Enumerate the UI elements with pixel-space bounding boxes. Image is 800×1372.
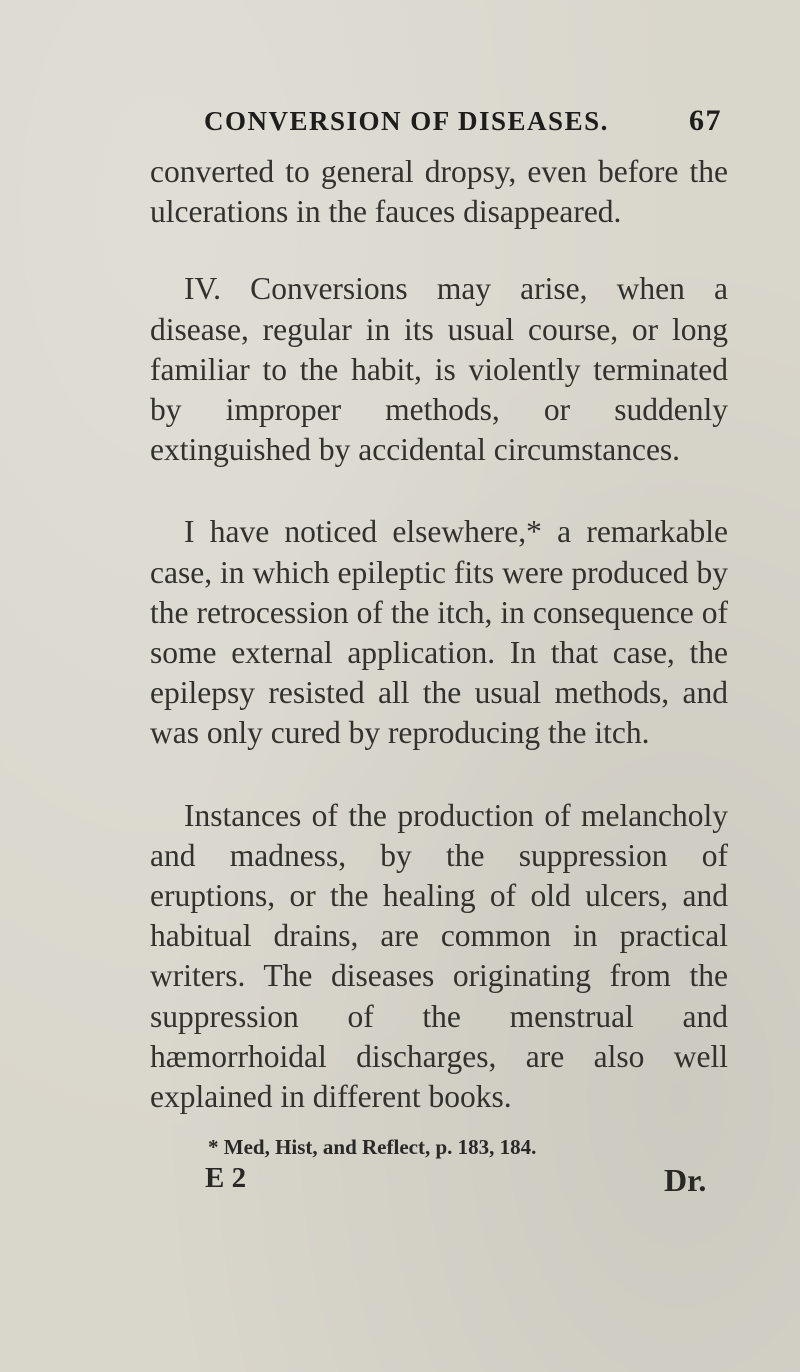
paragraph: converted to general dropsy, even before the ulcerations in the fauces disappeared. <box>150 154 728 230</box>
paragraph: IV. Conversions may arise, when a disease, regular in its usual course, or long familiar to the habit, is violently terminated by improper methods, or suddenly extinguished by accidental circumstances. <box>150 271 728 468</box>
signature-mark: E 2 <box>205 1162 247 1194</box>
running-title: CONVERSION OF DISEASES. <box>204 106 609 136</box>
catchword: Dr. <box>664 1162 707 1198</box>
body-text <box>150 152 728 1117</box>
paragraph: I have noticed elsewhere,* a remarkable case, in which epileptic fits were produced by the retrocession of the itch, in consequence of some external application. In that case, the epilepsy resisted all the usual methods, and was only cured by reproducing the itch. <box>150 514 728 751</box>
footnote: * Med, Hist, and Reflect, p. 183, 184. <box>208 1135 537 1159</box>
running-head <box>204 106 722 146</box>
page-number: 67 <box>689 104 722 137</box>
paragraph: Instances of the production of melancholy and madness, by the suppression of eruptions, or the healing of old ulcers, and habitual drains, are common in practical writers. The diseases originating from the suppression of the menstrual and hæmorrhoidal discharges, are also well explained in different books. <box>150 797 728 1115</box>
